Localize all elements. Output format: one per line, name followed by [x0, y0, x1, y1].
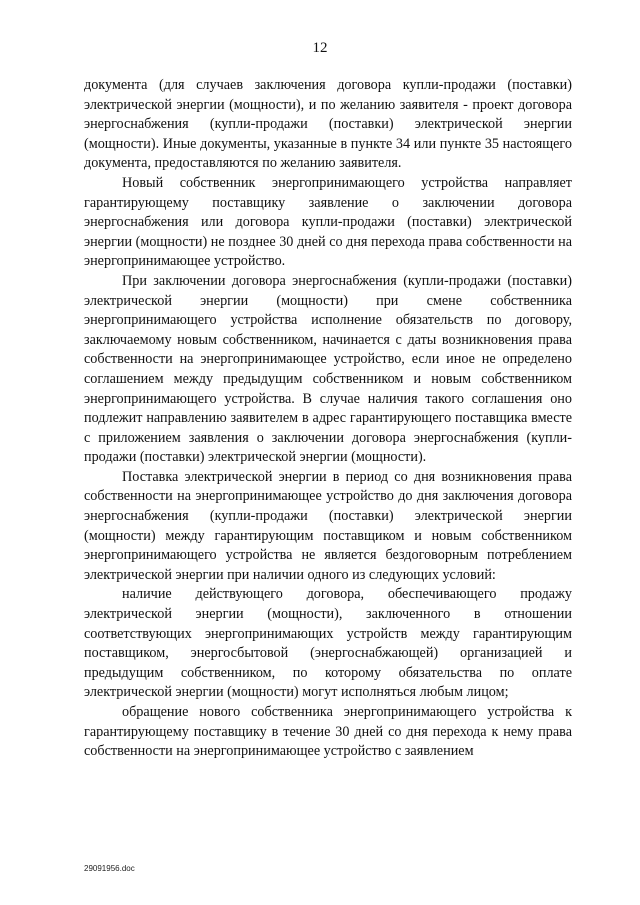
document-body — [84, 76, 572, 762]
footer-filename: 29091956.doc — [84, 864, 135, 873]
paragraph-4: Поставка электрической энергии в период со дня возникновения права собственности на энергопринимающее устройство до дня заключения договора энергоснабжения (купли-продажи (поставки) электрической энергии (мощности) между гарантирующим поставщиком и новым собственником энергопринимающего устройства не является бездоговорным потреблением электрической энергии при наличии одного из следующих условий: — [84, 468, 572, 583]
paragraph-6: обращение нового собственника энергопринимающего устройства к гарантирующему поставщику в течение 30 дней со дня перехода к нему права собственности на энергопринимающее устройство с заявлением — [84, 704, 572, 760]
paragraph-1: документа (для случаев заключения договора купли-продажи (поставки) электрической энергии (мощности), и по желанию заявителя - проект договора энергоснабжения (купли-продажи (поставки) электрической энергии (мощности). Иные документы, указанные в пункте 34 или пункте 35 настоящего документа, предоставляются по желанию заявителя. — [84, 77, 572, 172]
paragraph-3: При заключении договора энергоснабжения (купли-продажи (поставки) электрической энергии (мощности) при смене собственника энергопринимающего устройства исполнение обязательств по договору, заключаемому новым собственником, начинается с даты возникновения права собственности на энергопринимающее устройство, если иное не определено соглашением между предыдущим собственником и новым собственником энергопринимающего устройства. В случае наличия такого соглашения оно подлежит направлению заявителем в адрес гарантирующего поставщика вместе с приложением заявления о заключении договора энергоснабжения (купли-продажи (поставки) электрической энергии (мощности). — [84, 272, 572, 466]
paragraph-2: Новый собственник энергопринимающего устройства направляет гарантирующему поставщику заявление о заключении договора энергоснабжения или договора купли-продажи (поставки) электрической энергии (мощности) не позднее 30 дней со дня перехода права собственности на энергопринимающее устройство. — [84, 174, 572, 270]
paragraph-5: наличие действующего договора, обеспечивающего продажу электрической энергии (мощности), заключенного в отношении соответствующих энергопринимающих устройств между гарантирующим поставщиком, энергосбытовой (энергоснабжающей) организацией и предыдущим собственником, по которому обязательства по оплате электрической энергии (мощности) могут исполняться любым лицом; — [84, 586, 572, 701]
page-number: 12 — [312, 40, 328, 56]
